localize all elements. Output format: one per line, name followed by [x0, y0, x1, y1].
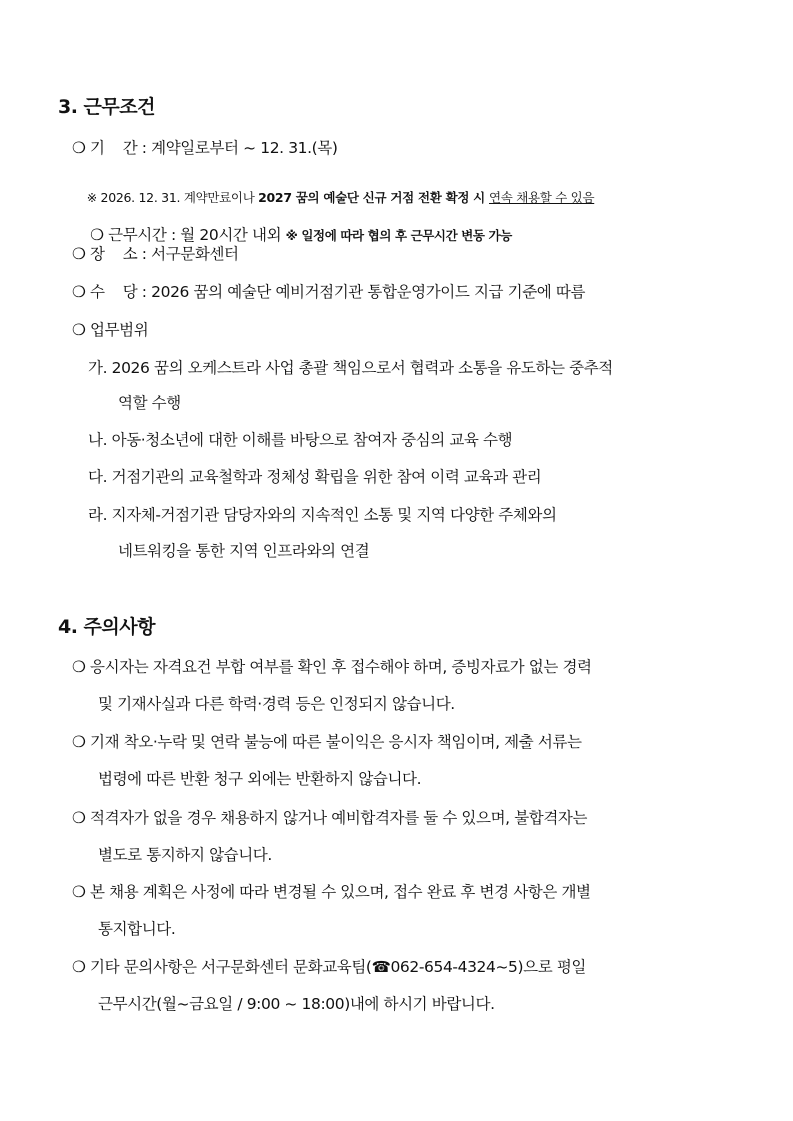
period-item: ❍ 기 간 : 계약일로부터 ~ 12. 31.(목)	[72, 139, 338, 157]
section-title-work-conditions: 3. 근무조건	[58, 96, 155, 118]
notice-5-line2: 근무시간(월~금요일 / 9:00 ~ 18:00)내에 하시기 바랍니다.	[98, 995, 495, 1013]
duty-ga-line2: 역할 수행	[118, 394, 181, 412]
notice-1-line2: 및 기재사실과 다른 학력·경력 등은 인정되지 않습니다.	[98, 695, 455, 713]
notice-4-line2: 통지합니다.	[98, 920, 176, 938]
duty-da: 다. 거점기관의 교육철학과 정체성 확립을 위한 참여 이력 교육과 관리	[88, 468, 542, 486]
notice-3-line1: ❍ 적격자가 없을 경우 채용하지 않거나 예비합격자를 둘 수 있으며, 불합격자는	[72, 809, 588, 827]
notice-3-line2: 별도로 통지하지 않습니다.	[98, 846, 272, 864]
contract-note-underline: 연속 채용할 수 있음	[489, 190, 595, 205]
hours-main: ❍ 근무시간 : 월 20시간 내외	[90, 226, 286, 244]
notice-2-line1: ❍ 기재 착오·누락 및 연락 불능에 따른 불이익은 응시자 책임이며, 제출 서류는	[72, 733, 582, 751]
duty-na: 나. 아동·청소년에 대한 이해를 바탕으로 참여자 중심의 교육 수행	[88, 431, 513, 449]
duty-ra-line2: 네트워킹을 통한 지역 인프라와의 연결	[118, 542, 370, 560]
notice-4-line1: ❍ 본 채용 계획은 사정에 따라 변경될 수 있으며, 접수 완료 후 변경 사항은 개별	[72, 883, 591, 901]
contract-note-bold: 2027 꿈의 예술단 신규 거점 전환 확정 시	[258, 190, 489, 205]
allowance-item: ❍ 수 당 : 2026 꿈의 예술단 예비거점기관 통합운영가이드 지급 기준에 따름	[72, 283, 586, 301]
notice-2-line2: 법령에 따른 반환 청구 외에는 반환하지 않습니다.	[98, 770, 422, 788]
duty-ga-line1: 가. 2026 꿈의 오케스트라 사업 총괄 책임으로서 협력과 소통을 유도하는 중추적	[88, 359, 613, 377]
notice-5-line1: ❍ 기타 문의사항은 서구문화센터 문화교육팀(☎062-654-4324~5)으로 평일	[72, 958, 586, 976]
duty-ra-line1: 라. 지자체-거점기관 담당자와의 지속적인 소통 및 지역 다양한 주체와의	[88, 506, 557, 524]
place-item: ❍ 장 소 : 서구문화센터	[72, 245, 239, 263]
contract-note-prefix: ※ 2026. 12. 31. 계약만료이나	[86, 190, 259, 205]
hours-note: ※ 일정에 따라 협의 후 근무시간 변동 가능	[285, 228, 512, 243]
section-title-precautions: 4. 주의사항	[58, 616, 155, 638]
duties-heading: ❍ 업무범위	[72, 321, 149, 339]
notice-1-line1: ❍ 응시자는 자격요건 부합 여부를 확인 후 접수해야 하며, 증빙자료가 없는 경력	[72, 658, 592, 676]
